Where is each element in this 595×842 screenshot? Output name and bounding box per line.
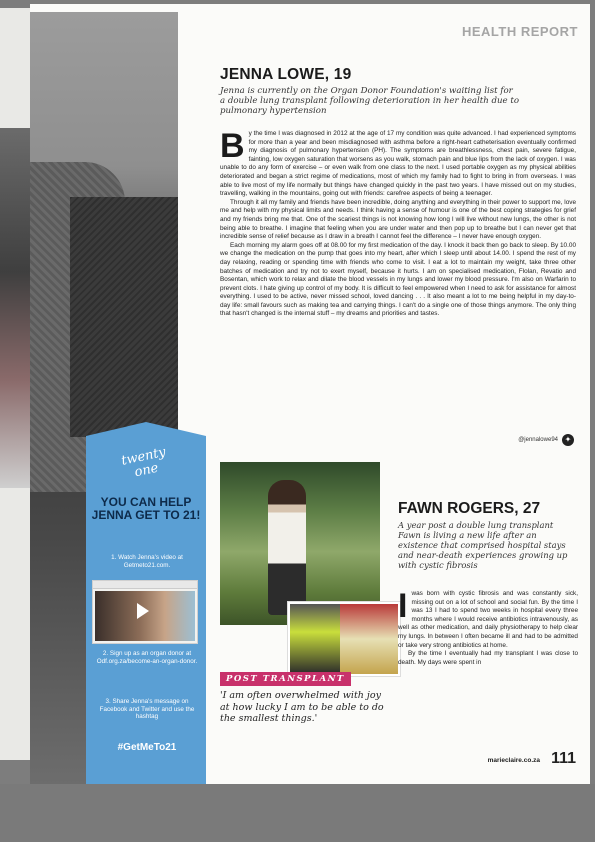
footer-website: marieclaire.co.za [487, 757, 540, 764]
magazine-page [30, 4, 590, 784]
article2-dropcap: I [398, 587, 408, 625]
previous-page-edge [0, 8, 30, 760]
fawn-inset-photo [288, 602, 400, 676]
inset-photo-right [340, 604, 398, 674]
article2-paragraph-2: By the time I eventually had my transplant I was close to death. My days were spent in [398, 650, 578, 666]
blanket-detail [70, 197, 178, 437]
video-thumbnail[interactable] [92, 580, 198, 644]
scan-bottom-margin [0, 784, 595, 842]
article1-body [220, 127, 576, 319]
pull-quote: 'I am often overwhelmed with joy at how lucky I am to be able to do the smallest things.' [220, 690, 384, 724]
twenty-one-logo: twenty one [120, 444, 168, 481]
article2-intro: A year post a double lung transplant Fawn is living a new life after an existence that comprised hospital stays and near-death experiences growing up with cystic fibrosis [398, 520, 568, 570]
promo-hashtag[interactable]: #GetMeTo21 [117, 742, 177, 753]
page-number: 111 [551, 750, 576, 767]
article1-p1-text: y the time I was diagnosed in 2012 at the age of 17 my condition was quite advanced. I had experienced symptoms for more than a year and been misdiagnosed with asthma before a right-heart catheterisation eventually confirmed my diagnosis of pulmonary hypertension (PH). The symptoms are breathlessness, chest pain, severe fatigue, fainting, low oxygen saturation that worsens as you walk, stomach pain and blue lips from the lack of oxygen. I was unable to do any form of exercise – or even walk from one class to the next. I used portable oxygen as my physical abilities deteriorated and began a strict regime of medications, most of which my family had to fight to bring in from overseas. I was able to live most of my life normally but things have changed quickly in the past two years. I have missed out on my studies, travelling, walking in the mountains, going out with friends: carefree aspects of being a teenager. [220, 130, 576, 198]
promo-step-3[interactable]: 3. Share Jenna's message on Facebook and Twitter and use the hashtag [99, 698, 195, 720]
article1-intro: Jenna is currently on the Organ Donor Foundation's waiting list for a double lung transplant following deterioration in her health due to pulmonary hypertension [220, 86, 520, 116]
previous-page-photo [0, 128, 30, 488]
article1-dropcap: B [220, 127, 245, 165]
twitter-handle[interactable]: @jennalowe94 [518, 437, 558, 443]
article1-paragraph-2: Through it all my family and friends have been incredible, doing anything and everything in their power to support me, love me and help with my physical limits and needs. I think having a sense of humour is one of the best coping strategies for grief and my friends bring me that. One of the scariest things is not knowing how long I will live without new lungs, the other is not being able to breathe. I imagine that feeling when you are under water and then pop up to breathe but I can never get that incredible sense of relief because as I draw in a breath I cannot feel the difference – I never have enough oxygen. [220, 198, 576, 241]
inset-photo-left [290, 604, 340, 674]
fawn-figure [268, 480, 306, 615]
article2-paragraph-1 [398, 587, 578, 650]
article1-name: JENNA LOWE, 19 [220, 66, 352, 83]
promo-tab [86, 422, 206, 436]
get-me-to-21-promo [86, 436, 206, 784]
play-icon[interactable] [137, 603, 149, 619]
article1-paragraph-3: Each morning my alarm goes off at 08.00 for my first medication of the day. I knock it back then go back to sleep. By 10.00 we change the medication on the pump that goes into my heart, after which I sleep until about 14.00. I spend the rest of my day relaxing, reading or spending time with friends who come to visit. I eat a lot to maintain my weight, take three other batches of medication and try not to exert myself, because it hurts. I am on specialised medication, Flolan, Revatio and Bosentan, which work to relax and dilate the blood vessels in my lungs and lower my blood pressure. I'm also on Warfarin to prevent clots. I hate giving up control of my body. It is difficult to feel empowered when I need to ask for assistance for almost everything. I used to be active, never missed school, loved dancing . . . It also meant a lot to me being helpful in my day-to-day life: small favours such as making tea and carrying things. I can't do a single one of those things anymore. The only thing that hasn't changed is the internal stuff – my dreams and priorities and tastes. [220, 241, 576, 318]
video-site-nav-bar [93, 581, 197, 589]
fawn-garden-photo [220, 462, 380, 625]
twitter-credit[interactable] [518, 434, 574, 446]
article2-body [398, 587, 578, 667]
promo-step-1[interactable]: 1. Watch Jenna's video at Getmeto21.com. [111, 554, 183, 569]
promo-step-2[interactable]: 2. Sign up as an organ donor at Odf.org.za/become-an-organ-donor. [96, 650, 198, 665]
post-transplant-badge: POST TRANSPLANT [220, 672, 351, 686]
section-header: HEALTH REPORT [461, 24, 578, 39]
article2-p1-text: was born with cystic fibrosis and was constantly sick, missing out on a lot of school and social fun. By the time I was 13 I had to spend two weeks in hospital every three months where I would receive antibiotics intravenously, as well as other medication, and daily physiotherapy to help clear my lungs. In between I often became ill and had to be admitted or take very strong antibiotics at home. [398, 590, 578, 649]
twitter-bird-icon[interactable]: ✦ [562, 434, 574, 446]
article1-paragraph-1 [220, 127, 576, 199]
promo-headline: YOU CAN HELP JENNA GET TO 21! [91, 495, 201, 522]
article2-name: FAWN ROGERS, 27 [398, 500, 541, 517]
